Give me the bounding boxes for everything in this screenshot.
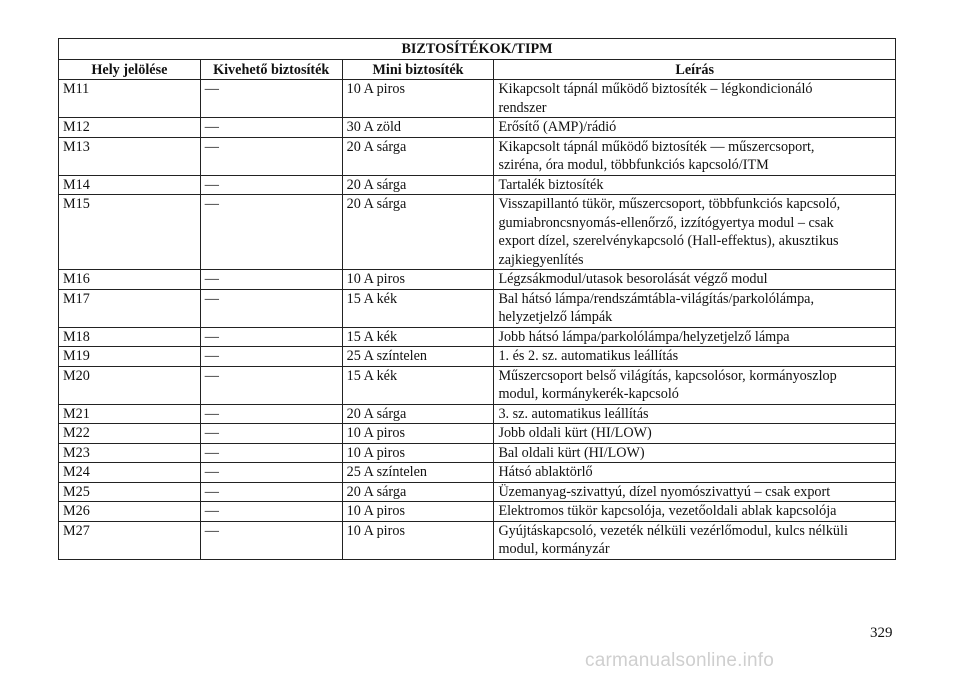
description-line: Visszapillantó tükör, műszercsoport, többfunkciós kapcsoló,	[498, 196, 841, 212]
table-row	[59, 366, 896, 404]
description-line: Bal hátsó lámpa/rendszámtábla-világítás/parkolólámpa,	[498, 290, 815, 307]
cell-leiras	[494, 80, 896, 118]
table-row	[59, 404, 896, 424]
cell-kiveheto: —	[200, 175, 342, 195]
cell-hely: M21	[59, 404, 201, 424]
description-line: gumiabroncsnyomás-ellenőrző, izzítógyertya modul – csak	[498, 214, 834, 231]
description-line: Légzsákmodul/utasok besorolását végző modul	[498, 271, 768, 287]
table-row	[59, 443, 896, 463]
description-line: Üzemanyag-szivattyú, dízel nyomószivattyú – csak export	[498, 483, 831, 500]
table-row	[59, 137, 896, 175]
page-number: 329	[870, 625, 893, 641]
cell-hely: M23	[59, 443, 201, 463]
cell-kiveheto: —	[200, 270, 342, 290]
table-row	[59, 118, 896, 138]
cell-hely: M15	[59, 195, 201, 270]
table-row	[59, 347, 896, 367]
cell-leiras	[494, 118, 896, 138]
cell-hely: M27	[59, 521, 201, 559]
description-line: Erősítő (AMP)/rádió	[498, 119, 617, 135]
cell-hely: M25	[59, 482, 201, 502]
cell-hely: M11	[59, 80, 201, 118]
description-line: sziréna, óra modul, többfunkciós kapcsoló/ITM	[498, 157, 769, 173]
description-line: Kikapcsolt tápnál működő biztosíték – légkondicionáló	[498, 81, 813, 97]
cell-leiras	[494, 404, 896, 424]
cell-hely: M16	[59, 270, 201, 290]
cell-kiveheto: —	[200, 289, 342, 327]
cell-mini: 10 A piros	[342, 521, 494, 559]
cell-hely: M17	[59, 289, 201, 327]
description-line: Elektromos tükör kapcsolója, vezetőoldali ablak kapcsolója	[498, 503, 837, 519]
description-line: Hátsó ablaktörlő	[498, 464, 593, 480]
cell-mini: 20 A sárga	[342, 175, 494, 195]
table-row	[59, 424, 896, 444]
cell-leiras	[494, 327, 896, 347]
cell-kiveheto: —	[200, 80, 342, 118]
cell-leiras	[494, 443, 896, 463]
table-row	[59, 80, 896, 118]
table-row	[59, 502, 896, 522]
cell-leiras	[494, 195, 896, 270]
cell-leiras	[494, 175, 896, 195]
description-line: rendszer	[498, 99, 547, 116]
cell-kiveheto: —	[200, 482, 342, 502]
description-line: modul, kormánykerék-kapcsoló	[498, 386, 679, 402]
cell-hely: M14	[59, 175, 201, 195]
cell-leiras	[494, 270, 896, 290]
cell-hely: M20	[59, 366, 201, 404]
cell-mini: 10 A piros	[342, 502, 494, 522]
cell-mini: 25 A színtelen	[342, 347, 494, 367]
description-line: 1. és 2. sz. automatikus leállítás	[498, 348, 679, 364]
table-title: BIZTOSÍTÉKOK/TIPM	[59, 39, 896, 60]
cell-leiras	[494, 289, 896, 327]
cell-hely: M22	[59, 424, 201, 444]
watermark: carmanualsonline.info	[585, 650, 775, 671]
cell-leiras	[494, 137, 896, 175]
cell-leiras	[494, 482, 896, 502]
cell-kiveheto: —	[200, 443, 342, 463]
cell-kiveheto: —	[200, 502, 342, 522]
table-row	[59, 175, 896, 195]
header-kiveheto: Kivehető biztosíték	[200, 59, 342, 80]
cell-mini: 20 A sárga	[342, 482, 494, 502]
cell-hely: M26	[59, 502, 201, 522]
cell-hely: M19	[59, 347, 201, 367]
description-line: Gyújtáskapcsoló, vezeték nélküli vezérlőmodul, kulcs nélküli	[498, 522, 848, 539]
table-row	[59, 327, 896, 347]
cell-mini: 20 A sárga	[342, 195, 494, 270]
cell-hely: M12	[59, 118, 201, 138]
cell-mini: 10 A piros	[342, 424, 494, 444]
cell-kiveheto: —	[200, 521, 342, 559]
cell-mini: 10 A piros	[342, 270, 494, 290]
cell-leiras	[494, 424, 896, 444]
cell-leiras	[494, 521, 896, 559]
description-line: Tartalék biztosíték	[498, 176, 604, 193]
cell-kiveheto: —	[200, 347, 342, 367]
cell-kiveheto: —	[200, 424, 342, 444]
table-row	[59, 482, 896, 502]
cell-hely: M24	[59, 463, 201, 483]
cell-hely: M13	[59, 137, 201, 175]
cell-hely: M18	[59, 327, 201, 347]
header-hely: Hely jelölése	[59, 59, 201, 80]
cell-leiras	[494, 347, 896, 367]
cell-mini: 15 A kék	[342, 289, 494, 327]
table-row	[59, 270, 896, 290]
cell-mini: 10 A piros	[342, 443, 494, 463]
cell-leiras	[494, 502, 896, 522]
description-line: Kikapcsolt tápnál működő biztosíték — műszercsoport,	[498, 138, 815, 155]
cell-kiveheto: —	[200, 463, 342, 483]
table-row	[59, 289, 896, 327]
cell-kiveheto: —	[200, 195, 342, 270]
cell-kiveheto: —	[200, 118, 342, 138]
description-line: helyzetjelző lámpák	[498, 309, 613, 325]
table-row	[59, 521, 896, 559]
cell-mini: 15 A kék	[342, 327, 494, 347]
header-mini: Mini biztosíték	[342, 59, 494, 80]
description-line: zajkiegyenlítés	[498, 251, 584, 268]
cell-mini: 20 A sárga	[342, 137, 494, 175]
cell-kiveheto: —	[200, 327, 342, 347]
description-line: Jobb hátsó lámpa/parkolólámpa/helyzetjelző lámpa	[498, 328, 790, 345]
description-line: Bal oldali kürt (HI/LOW)	[498, 444, 645, 461]
table-row	[59, 463, 896, 483]
description-line: Jobb oldali kürt (HI/LOW)	[498, 425, 652, 441]
cell-kiveheto: —	[200, 404, 342, 424]
cell-kiveheto: —	[200, 137, 342, 175]
cell-mini: 25 A színtelen	[342, 463, 494, 483]
cell-mini: 15 A kék	[342, 366, 494, 404]
header-leiras: Leírás	[494, 59, 896, 80]
description-line: 3. sz. automatikus leállítás	[498, 405, 649, 422]
description-line: export dízel, szerelvénykapcsoló (Hall-effektus), akusztikus	[498, 233, 839, 249]
cell-leiras	[494, 463, 896, 483]
description-line: modul, kormányzár	[498, 541, 610, 557]
cell-kiveheto: —	[200, 366, 342, 404]
cell-mini: 30 A zöld	[342, 118, 494, 138]
description-line: Műszercsoport belső világítás, kapcsolósor, kormányoszlop	[498, 367, 837, 384]
table-row	[59, 195, 896, 270]
cell-leiras	[494, 366, 896, 404]
fuse-table	[58, 38, 896, 560]
cell-mini: 10 A piros	[342, 80, 494, 118]
cell-mini: 20 A sárga	[342, 404, 494, 424]
